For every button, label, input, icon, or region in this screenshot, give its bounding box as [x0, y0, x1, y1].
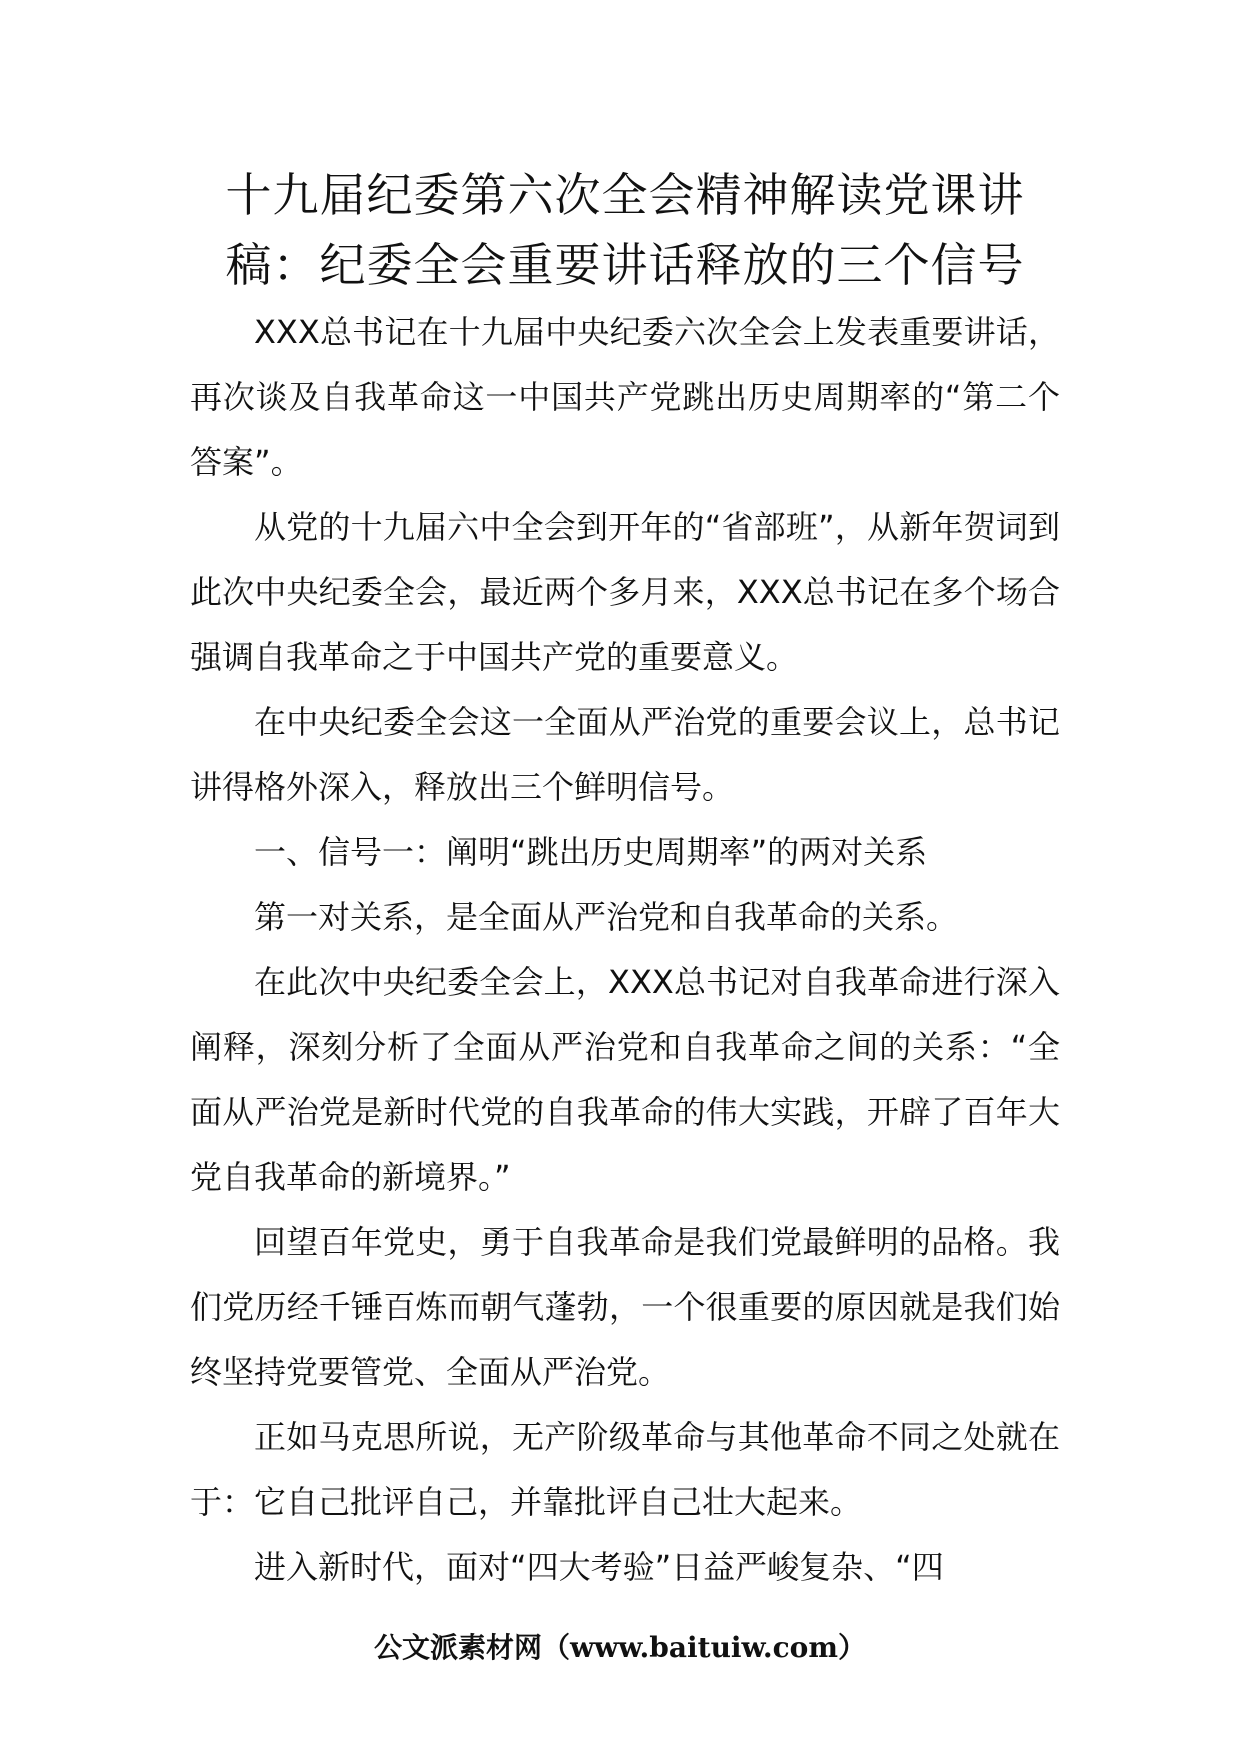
paragraph-1: XXX总书记在十九届中央纪委六次全会上发表重要讲话，再次谈及自我革命这一中国共产党跳出历史周期率的“第二个答案”。	[190, 313, 1060, 481]
paragraph-4: 第一对关系，是全面从严治党和自我革命的关系。	[254, 898, 959, 936]
paragraph-3: 在中央纪委全会这一全面从严治党的重要会议上，总书记讲得格外深入，释放出三个鲜明信号。	[190, 703, 1060, 806]
paragraph-7: 正如马克思所说，无产阶级革命与其他革命不同之处就在于：它自己批评自己，并靠批评自己壮大起来。	[190, 1418, 1060, 1521]
title-line-2: 稿：纪委全会重要讲话释放的三个信号	[225, 238, 1025, 292]
document-body	[190, 300, 1060, 1600]
document-title	[190, 160, 1060, 300]
paragraph-6: 回望百年党史，勇于自我革命是我们党最鲜明的品格。我们党历经千锤百炼而朝气蓬勃，一个很重要的原因就是我们始终坚持党要管党、全面从严治党。	[190, 1223, 1060, 1391]
title-line-1: 十九届纪委第六次全会精神解读党课讲	[225, 168, 1025, 222]
paragraph-2: 从党的十九届六中全会到开年的“省部班”，从新年贺词到此次中央纪委全会，最近两个多月来，XXX总书记在多个场合强调自我革命之于中国共产党的重要意义。	[190, 508, 1060, 676]
paragraph-5: 在此次中央纪委全会上，XXX总书记对自我革命进行深入阐释，深刻分析了全面从严治党和自我革命之间的关系：“全面从严治党是新时代党的自我革命的伟大实践，开辟了百年大党自我革命的新境界。”	[190, 963, 1060, 1196]
footer-source: 公文派素材网（www.baituiw.com）	[374, 1631, 866, 1664]
document-page	[190, 160, 1060, 1600]
section-heading-1: 一、信号一：阐明“跳出历史周期率”的两对关系	[254, 833, 928, 871]
paragraph-8: 进入新时代，面对“四大考验”日益严峻复杂、“四	[254, 1548, 944, 1586]
